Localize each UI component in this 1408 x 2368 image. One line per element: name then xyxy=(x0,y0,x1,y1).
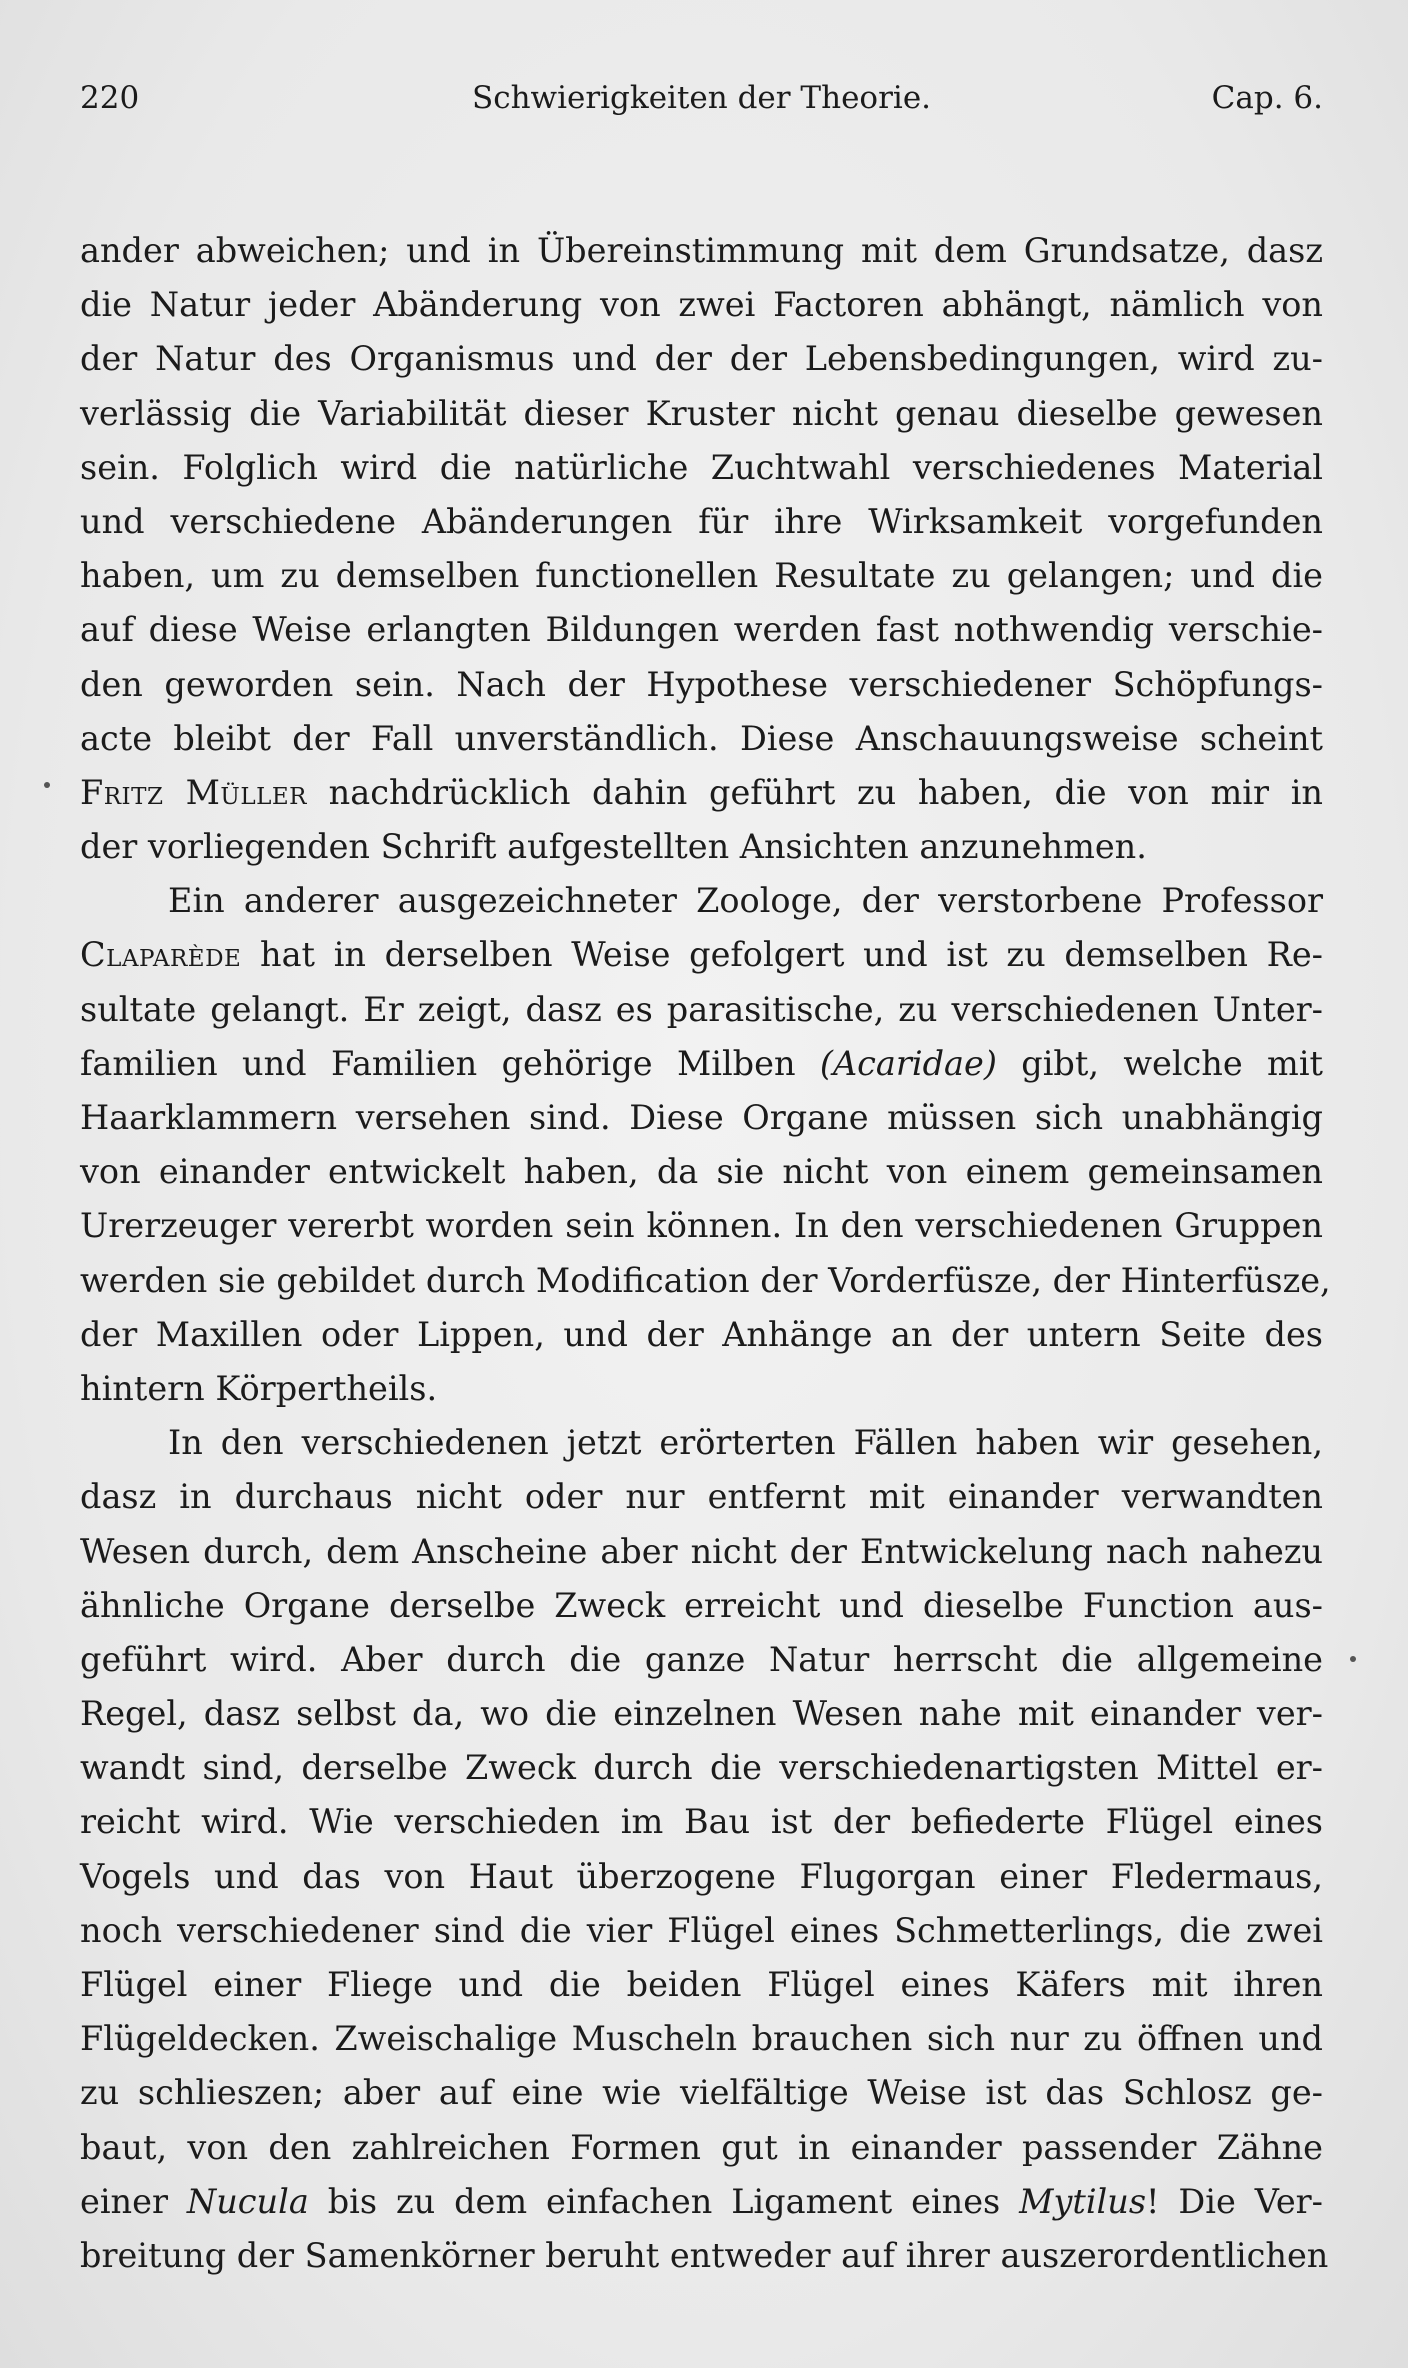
body-text xyxy=(80,224,1331,2283)
text-line xyxy=(80,549,1323,603)
running-title: Schwierigkeiten der Theorie. xyxy=(471,80,932,116)
line-text: acte bleibt der Fall unverständlich. Diese Anschauungsweise scheint xyxy=(80,718,1323,758)
line-text: werden sie gebildet durch Modification der Vorderfüsze, der Hinterfüsze, xyxy=(80,1260,1331,1300)
text-line xyxy=(80,1795,1323,1849)
running-header xyxy=(80,68,1323,128)
line-text: baut, von den zahlreichen Formen gut in einander passender Zähne xyxy=(80,2127,1323,2167)
line-text: geführt wird. Aber durch die ganze Natur herrscht die allgemeine xyxy=(80,1639,1323,1679)
text-line xyxy=(80,766,1323,820)
taxon-name: Nucula xyxy=(186,2181,309,2221)
line-text: reicht wird. Wie verschieden im Bau ist der befiederte Flügel eines xyxy=(80,1802,1323,1842)
text-line xyxy=(80,1362,1323,1416)
text-line xyxy=(80,928,1323,982)
text-line xyxy=(80,1254,1331,1308)
text-line xyxy=(80,1633,1323,1687)
line-text: Haarklammern versehen sind. Diese Organe müssen sich unabhängig xyxy=(80,1098,1323,1137)
text-line xyxy=(80,1904,1323,1958)
text-line xyxy=(80,1850,1323,1904)
text-line xyxy=(80,603,1323,657)
text-line xyxy=(80,1199,1323,1253)
line-text: Regel, dasz selbst da, wo die einzelnen Wesen nahe mit einander ver- xyxy=(80,1694,1323,1734)
author-name: Fritz Müller xyxy=(80,772,307,812)
taxon-name: (Acaridae) xyxy=(819,1043,997,1083)
line-text: den geworden sein. Nach der Hypothese verschiedener Schöpfungs- xyxy=(80,664,1323,704)
book-page xyxy=(80,68,1331,2283)
text-line xyxy=(80,1091,1323,1145)
text-line xyxy=(80,1416,1323,1470)
line-text: die Natur jeder Abänderung von zwei Factoren abhängt, nämlich von xyxy=(80,285,1323,325)
line-text: Ein anderer ausgezeichneter Zoologe, der verstorbene Professor xyxy=(168,881,1323,921)
line-text: und verschiedene Abänderungen für ihre Wirksamkeit vorgefunden xyxy=(80,501,1323,541)
line-text: sultate gelangt. Er zeigt, dasz es parasitische, zu verschiedenen Unter- xyxy=(80,989,1323,1029)
line-text: noch verschiedener sind die vier Flügel eines Schmetterlings, die zwei xyxy=(80,1910,1323,1950)
author-name: Claparède xyxy=(80,935,242,975)
line-text: nachdrücklich dahin geführt zu haben, die von mir in xyxy=(306,772,1323,812)
chapter-label: Cap. 6. xyxy=(1211,80,1323,116)
line-text: verlässig die Variabilität dieser Kruster nicht genau dieselbe gewesen xyxy=(80,393,1323,433)
line-text: haben, um zu demselben functionellen Resultate zu gelangen; und die xyxy=(80,556,1323,596)
text-line xyxy=(80,1037,1323,1091)
line-text: der Natur des Organismus und der der Lebensbedingungen, wird zu- xyxy=(80,339,1323,379)
text-line xyxy=(80,278,1323,332)
line-text: von einander entwickelt haben, da sie nicht von einem gemeinsamen xyxy=(80,1152,1323,1192)
line-text: ! Die Ver- xyxy=(1146,2181,1324,2221)
text-line xyxy=(80,820,1323,874)
text-line xyxy=(80,224,1323,278)
line-text: hat in derselben Weise gefolgert und ist zu demselben Re- xyxy=(241,935,1323,975)
line-text: In den verschiedenen jetzt erörterten Fällen haben wir gesehen, xyxy=(168,1423,1323,1463)
text-line xyxy=(80,874,1323,928)
line-text: breitung der Samenkörner beruht entweder auf ihrer auszerordentlichen xyxy=(80,2235,1329,2275)
text-line xyxy=(80,1579,1323,1633)
line-text: Vogels und das von Haut überzogene Flugorgan einer Fledermaus, xyxy=(80,1856,1323,1896)
text-line xyxy=(80,658,1323,712)
text-line xyxy=(80,712,1323,766)
line-text: Urerzeuger vererbt worden sein können. In den verschiedenen Gruppen xyxy=(80,1206,1323,1246)
line-text: dasz in durchaus nicht oder nur entfernt mit einander verwandten xyxy=(80,1477,1323,1517)
line-text: ähnliche Organe derselbe Zweck erreicht und dieselbe Function aus- xyxy=(80,1585,1323,1625)
line-text: einer xyxy=(80,2181,187,2221)
line-text: familien und Familien gehörige Milben xyxy=(80,1043,820,1083)
margin-dot xyxy=(44,782,50,788)
page-number: 220 xyxy=(80,80,140,116)
text-line xyxy=(80,1741,1323,1795)
line-text: zu schlieszen; aber auf eine wie vielfältige Weise ist das Schlosz ge- xyxy=(80,2073,1323,2113)
line-text: Flügeldecken. Zweischalige Muscheln brauchen sich nur zu öffnen und xyxy=(80,2019,1323,2059)
text-line xyxy=(80,332,1323,386)
line-text: auf diese Weise erlangten Bildungen werden fast nothwendig verschie- xyxy=(80,610,1323,650)
text-line xyxy=(80,387,1323,441)
text-line xyxy=(80,495,1323,549)
line-text: der Maxillen oder Lippen, und der Anhänge an der untern Seite des xyxy=(80,1314,1323,1354)
text-line xyxy=(80,1308,1323,1362)
line-text: hintern Körpertheils. xyxy=(80,1368,438,1408)
line-text: Wesen durch, dem Anscheine aber nicht der Entwickelung nach nahezu xyxy=(80,1531,1323,1571)
line-text: gibt, welche mit xyxy=(996,1043,1324,1083)
line-text: Flügel einer Fliege und die beiden Flügel eines Käfers mit ihren xyxy=(80,1965,1323,2004)
text-line xyxy=(80,1145,1323,1199)
text-line xyxy=(80,2066,1323,2120)
line-text: bis zu dem einfachen Ligament eines xyxy=(308,2181,1020,2221)
margin-dot xyxy=(1350,1656,1356,1662)
taxon-name: Mytilus xyxy=(1019,2181,1147,2221)
text-line xyxy=(80,1470,1323,1524)
text-line xyxy=(80,2121,1323,2175)
text-line xyxy=(80,1687,1323,1741)
line-text: wandt sind, derselbe Zweck durch die verschiedenartigsten Mittel er- xyxy=(80,1748,1323,1788)
line-text: der vorliegenden Schrift aufgestellten Ansichten anzunehmen. xyxy=(80,827,1147,867)
text-line xyxy=(80,1525,1323,1579)
text-line xyxy=(80,2012,1323,2066)
text-line xyxy=(80,983,1323,1037)
text-line xyxy=(80,1958,1323,2012)
text-line xyxy=(80,441,1323,495)
text-line xyxy=(80,2229,1329,2283)
line-text: sein. Folglich wird die natürliche Zuchtwahl verschiedenes Material xyxy=(80,447,1323,487)
text-line xyxy=(80,2175,1323,2229)
line-text: ander abweichen; und in Übereinstimmung mit dem Grundsatze, dasz xyxy=(80,231,1323,270)
